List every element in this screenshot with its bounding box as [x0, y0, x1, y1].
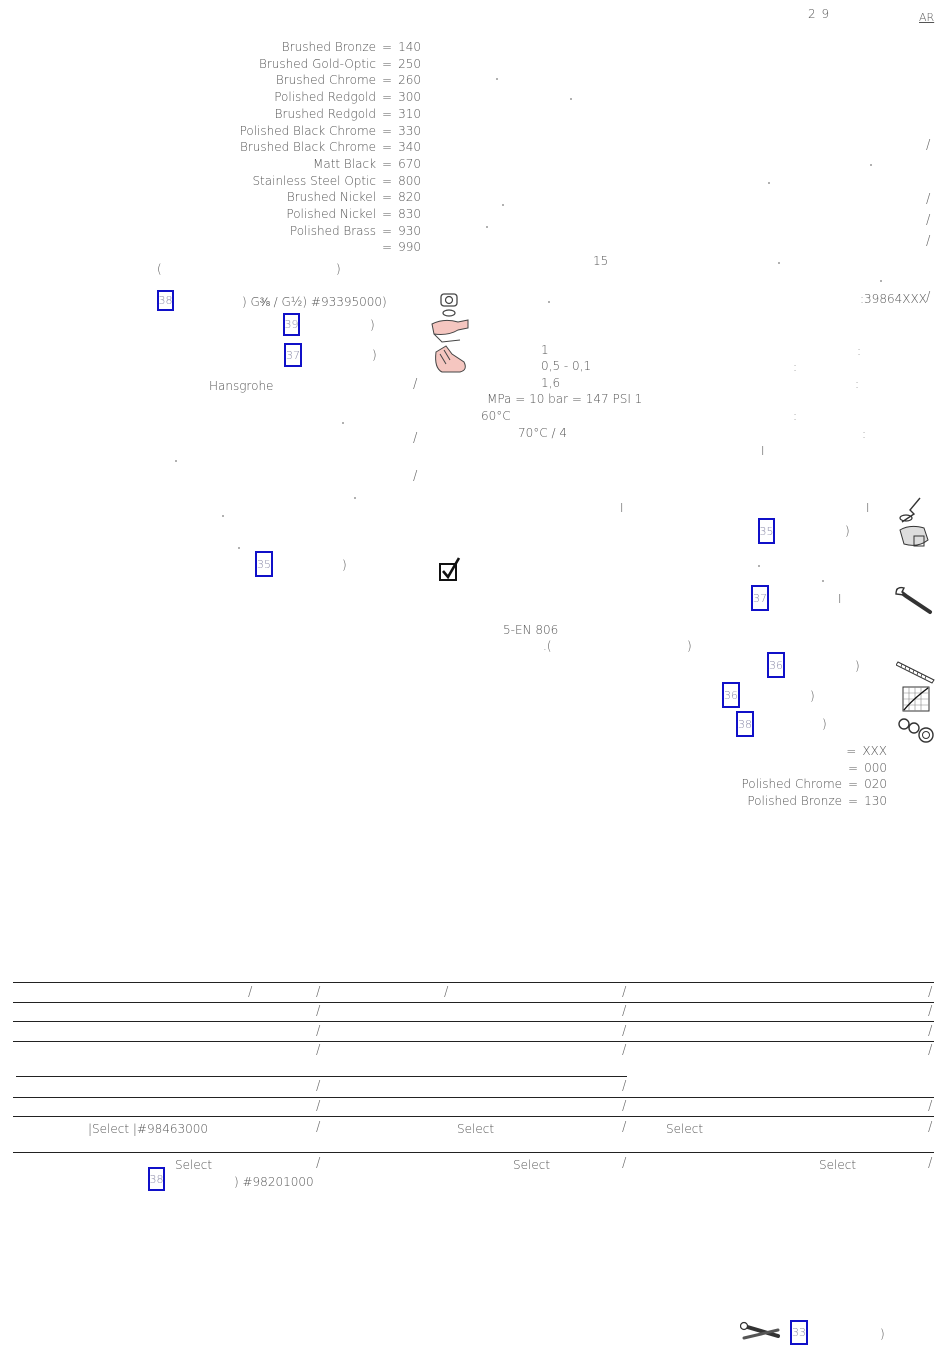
slash-mark: /	[413, 377, 418, 392]
equals-sign: =	[846, 744, 857, 758]
finish-code: 000	[864, 760, 887, 775]
dot	[486, 226, 488, 228]
table-slash: /	[928, 1156, 933, 1171]
ruler-icon	[896, 656, 936, 684]
spec-line-2: 0,5 - 0,1	[541, 359, 592, 373]
table-slash: /	[622, 1043, 627, 1058]
equals-sign: =	[382, 56, 393, 71]
finish-name: Brushed Bronze	[281, 40, 377, 54]
ref-38-text: ) G⅜ / G½) #93395000)	[242, 295, 387, 309]
finish-code: 140	[398, 40, 421, 54]
slash-mark: /	[926, 213, 931, 228]
seals-icon	[896, 714, 936, 744]
tools-icon	[740, 1320, 782, 1346]
finish-row	[290, 225, 421, 237]
finish-name: Polished Brass	[289, 223, 377, 238]
table-slash: /	[316, 1079, 321, 1094]
finish-name: Brushed Nickel	[286, 190, 377, 205]
finish-row	[276, 74, 421, 86]
dot	[238, 547, 240, 549]
select-label: Select	[175, 1158, 213, 1172]
table-slash: /	[622, 1024, 627, 1039]
colon-mark: :	[793, 409, 798, 423]
finish-code: 020	[864, 777, 887, 792]
table-slash: /	[622, 1156, 627, 1171]
table-rule	[13, 1041, 934, 1042]
finish-row	[275, 108, 421, 120]
ref-close: )	[855, 659, 860, 673]
paren-open: (	[157, 262, 162, 276]
paren-close: )	[336, 262, 341, 276]
dot	[502, 204, 504, 206]
equals-sign: =	[382, 173, 393, 188]
dot	[548, 301, 550, 303]
table-slash: /	[316, 1120, 321, 1135]
table-slash: /	[622, 1099, 627, 1114]
colon-mark: :	[855, 377, 860, 391]
colon-mark: :	[857, 344, 862, 358]
bar-mark: I	[620, 501, 624, 515]
equals-sign: =	[382, 123, 393, 138]
dot	[342, 422, 344, 424]
slash-mark: /	[926, 234, 931, 249]
flow-chart-icon	[902, 686, 930, 712]
table-slash: /	[622, 985, 627, 1000]
dot	[880, 280, 882, 282]
finish-row	[286, 208, 421, 220]
finish-row	[240, 141, 421, 153]
finish-row	[274, 91, 421, 103]
spec-line-3: 1,6	[541, 376, 561, 390]
finish-code: 130	[864, 794, 887, 809]
bar-mark: I	[838, 592, 842, 606]
table-slash: /	[248, 985, 253, 1000]
finish-row	[259, 58, 421, 70]
finish-row	[313, 158, 421, 170]
ref-badge-35[interactable]: 35	[255, 551, 273, 577]
page-number: 2 9	[808, 7, 831, 21]
standard-en: 5-EN 806	[503, 623, 559, 637]
finish-name: Brushed Gold-Optic	[259, 56, 377, 71]
select-label: Select	[666, 1122, 704, 1136]
select-label: Select	[457, 1122, 495, 1136]
finish-code: XXX	[862, 744, 887, 758]
equals-sign: =	[382, 190, 393, 205]
ref-badge-37[interactable]: 37	[284, 343, 302, 367]
finish-name: Brushed Black Chrome	[239, 140, 377, 155]
table-rule	[13, 1152, 934, 1153]
ref-35-close: )	[342, 558, 347, 572]
slash-mark: /	[413, 469, 418, 484]
equals-sign: =	[382, 73, 393, 88]
finish-name: Polished Bronze	[747, 794, 843, 809]
standard-paren: .(	[543, 639, 552, 653]
table-slash: /	[928, 985, 933, 1000]
finish-row	[842, 762, 887, 774]
temp-spec-1: 60°C	[481, 409, 511, 423]
dot	[758, 565, 760, 567]
dot	[175, 460, 177, 462]
finish-row	[741, 778, 887, 790]
language-code: AR	[919, 11, 935, 24]
temp-spec-2: 70°C / 4	[518, 426, 567, 440]
finish-code: 800	[398, 173, 421, 188]
finish-code: 670	[398, 156, 421, 171]
ref-39-close: )	[370, 318, 375, 332]
table-rule	[13, 1002, 934, 1003]
finish-name: Brushed Chrome	[275, 73, 377, 88]
dot	[222, 515, 224, 517]
ref-close: )	[845, 524, 850, 538]
table-slash: /	[928, 1043, 933, 1058]
dot	[870, 164, 872, 166]
finish-code: 330	[398, 123, 421, 138]
ref-badge-36[interactable]: 36	[767, 652, 785, 678]
table-slash: /	[316, 1004, 321, 1019]
ref-badge-38[interactable]: 38	[736, 711, 754, 737]
dot	[570, 98, 572, 100]
equals-sign: =	[382, 240, 393, 255]
equals-sign: =	[382, 223, 393, 238]
finish-name: Polished Nickel	[286, 207, 377, 221]
ref-badge-38[interactable]: 38	[157, 290, 174, 311]
shower-hand-icon	[896, 496, 932, 550]
bar-mark: I	[761, 444, 765, 458]
wrench-icon	[894, 586, 936, 616]
ref-close: )	[822, 717, 827, 731]
ref-37-close: )	[372, 348, 377, 362]
ref-badge-36[interactable]: 36	[722, 682, 740, 708]
equals-sign: =	[848, 777, 859, 792]
equals-sign: =	[382, 140, 393, 155]
colon-mark: :	[793, 360, 798, 374]
table-slash: /	[444, 985, 449, 1000]
finish-code: 990	[398, 240, 421, 255]
finish-code: 340	[398, 140, 421, 155]
dot	[768, 182, 770, 184]
colon-mark: :	[862, 427, 867, 441]
table-slash: /	[316, 985, 321, 1000]
ref-badge-39[interactable]: 39	[283, 313, 300, 336]
checkbox-checked-icon	[438, 556, 462, 584]
table-slash: /	[928, 1004, 933, 1019]
table-rule	[13, 1116, 934, 1117]
slash-mark: /	[413, 431, 418, 446]
table-rule	[16, 1076, 627, 1077]
table-slash: /	[928, 1024, 933, 1039]
finish-code: 260	[398, 73, 421, 88]
table-slash: /	[316, 1099, 321, 1114]
table-slash: /	[316, 1024, 321, 1039]
dot	[496, 78, 498, 80]
equals-sign: =	[848, 794, 859, 809]
brand-name: Hansgrohe	[209, 379, 274, 393]
dot	[822, 580, 824, 582]
ref-badge-33[interactable]: 33	[790, 1320, 808, 1345]
table-slash: /	[622, 1079, 627, 1094]
table-slash: /	[622, 1004, 627, 1019]
table-rule	[13, 1021, 934, 1022]
ref-close: )	[880, 1327, 885, 1341]
slash-mark: /	[926, 138, 931, 153]
equals-sign: =	[382, 156, 393, 171]
dot	[778, 262, 780, 264]
finish-name: Polished Redgold	[274, 90, 377, 105]
finish-code: 820	[398, 190, 421, 205]
finish-row	[287, 191, 421, 203]
select-label: Select	[819, 1158, 857, 1172]
ref-badge-38[interactable]: 38	[148, 1167, 165, 1191]
equals-sign: =	[382, 106, 393, 121]
dot	[354, 497, 356, 499]
finish-name: Polished Chrome	[741, 777, 843, 792]
finish-name: Brushed Redgold	[274, 106, 377, 121]
finish-code: 250	[398, 56, 421, 71]
table-slash: /	[928, 1120, 933, 1135]
table-rule	[13, 982, 934, 983]
equals-sign: =	[382, 207, 393, 221]
finish-code: 300	[398, 90, 421, 105]
finish-code: 310	[398, 106, 421, 121]
ref-close: )	[810, 689, 815, 703]
select-label: Select	[513, 1158, 551, 1172]
select-left-row: |Select |#98463000	[88, 1122, 209, 1136]
table-slash: /	[316, 1156, 321, 1171]
value-15: 15	[593, 254, 609, 268]
finish-row	[240, 125, 421, 137]
finish-row	[376, 241, 421, 253]
bar-mark: I	[866, 501, 870, 515]
equals-sign: =	[382, 90, 393, 105]
standard-close: )	[687, 639, 692, 653]
ref-badge-35[interactable]: 35	[758, 518, 775, 544]
finish-code: 930	[398, 223, 421, 238]
cleaning-hand-icon	[430, 292, 472, 376]
table-slash: /	[928, 1099, 933, 1114]
finish-code: 830	[398, 207, 421, 221]
ref-38-article: ) #98201000	[234, 1175, 314, 1189]
finish-row	[840, 745, 887, 757]
table-slash: /	[316, 1043, 321, 1058]
finish-name: Stainless Steel Optic	[252, 173, 377, 188]
equals-sign: =	[382, 40, 393, 54]
finish-row	[282, 41, 421, 53]
pressure-spec: MPa = 10 bar = 147 PSI 1	[487, 392, 643, 406]
article-number: :39864XXX	[860, 292, 927, 306]
finish-row	[747, 795, 887, 807]
equals-sign: =	[848, 760, 859, 775]
spec-line-1: 1	[541, 343, 549, 357]
table-slash: /	[622, 1120, 627, 1135]
ref-badge-37[interactable]: 37	[751, 585, 769, 611]
slash-mark: /	[926, 290, 931, 305]
finish-row	[252, 175, 421, 187]
slash-mark: /	[926, 192, 931, 207]
table-rule	[13, 1097, 934, 1098]
finish-name: Matt Black	[313, 156, 377, 171]
finish-name: Polished Black Chrome	[239, 123, 377, 138]
